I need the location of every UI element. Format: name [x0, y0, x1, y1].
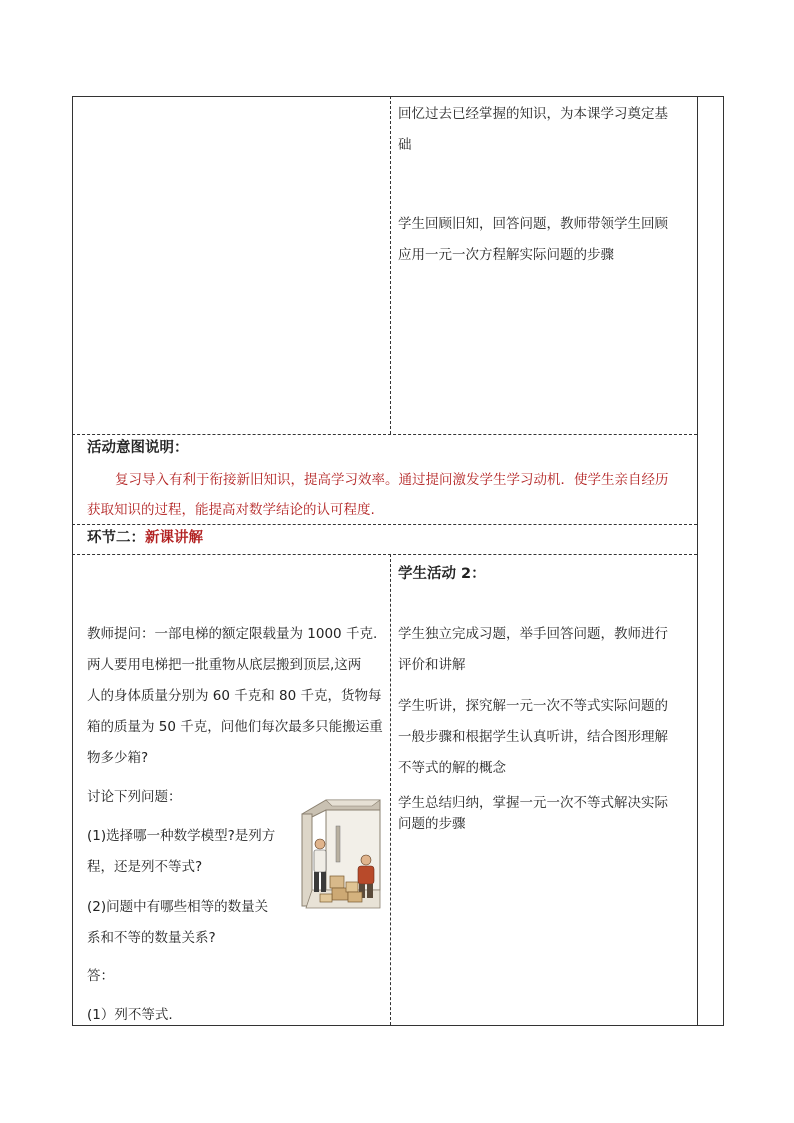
question-line-4: 箱的质量为 50 千克，问他们每次最多只能搬运重	[87, 719, 383, 735]
question-line-3: 人的身体质量分别为 60 千克和 80 千克，货物每	[87, 688, 382, 704]
section-label	[87, 528, 203, 548]
discuss-item-1b: 程，还是列不等式?	[87, 859, 203, 875]
discuss-heading: 讨论下列问题：	[87, 789, 182, 805]
answer-item-1: (1）列不等式.	[87, 1007, 173, 1023]
student-activity-p1b: 评价和讲解	[398, 657, 466, 673]
column-divider-lower	[390, 554, 391, 1025]
section-title: 新课讲解	[145, 530, 203, 546]
discuss-item-2b: 系和不等的数量关系?	[87, 930, 216, 946]
table-inner-right-border	[697, 96, 698, 1026]
top-right-line-1: 回忆过去已经掌握的知识，为本课学习奠定基	[398, 106, 668, 122]
answer-heading: 答：	[87, 968, 114, 984]
question-line-1: 教师提问：一部电梯的额定限载量为 1000 千克.	[87, 626, 378, 642]
student-activity-p2c: 不等式的解的概念	[398, 760, 506, 776]
student-activity-p3b: 问题的步骤	[398, 816, 466, 832]
activity-intent-line-1: 复习导入有利于衔接新旧知识，提高学习效率。通过提问激发学生学习动机．使学生亲自经历	[115, 472, 669, 488]
elevator-illustration	[296, 796, 384, 912]
question-line-2: 两人要用电梯把一批重物从底层搬到顶层,这两	[87, 657, 362, 673]
table-right-border	[723, 96, 724, 1026]
top-right-line-2: 础	[398, 137, 412, 153]
student-activity-p1a: 学生独立完成习题，举手回答问题，教师进行	[398, 626, 668, 642]
student-activity-p2b: 一般步骤和根据学生认真听讲，结合图形理解	[398, 729, 668, 745]
activity-intent-heading: 活动意图说明：	[87, 440, 189, 456]
table-top-border	[72, 96, 723, 97]
top-right-line-3: 学生回顾旧知，回答问题，教师带领学生回顾	[398, 216, 668, 232]
discuss-item-2a: (2)问题中有哪些相等的数量关	[87, 899, 269, 915]
row-divider-1	[72, 434, 697, 435]
question-line-5: 物多少箱?	[87, 750, 149, 766]
top-right-line-4: 应用一元一次方程解实际问题的步骤	[398, 247, 614, 263]
table-left-border	[72, 96, 73, 1026]
table-bottom-border	[72, 1025, 723, 1026]
student-activity-p2a: 学生听讲，探究解一元一次不等式实际问题的	[398, 698, 668, 714]
student-activity-heading: 学生活动 2：	[398, 566, 486, 582]
student-activity-p3a: 学生总结归纳，掌握一元一次不等式解决实际	[398, 795, 668, 811]
row-divider-2	[72, 524, 697, 525]
section-number-label: 环节二：	[87, 530, 145, 546]
discuss-item-1a: (1)选择哪一种数学模型?是列方	[87, 828, 276, 844]
column-divider-upper	[390, 96, 391, 434]
activity-intent-line-2: 获取知识的过程，能提高对数学结论的认可程度.	[87, 502, 375, 518]
row-divider-3	[72, 554, 697, 555]
